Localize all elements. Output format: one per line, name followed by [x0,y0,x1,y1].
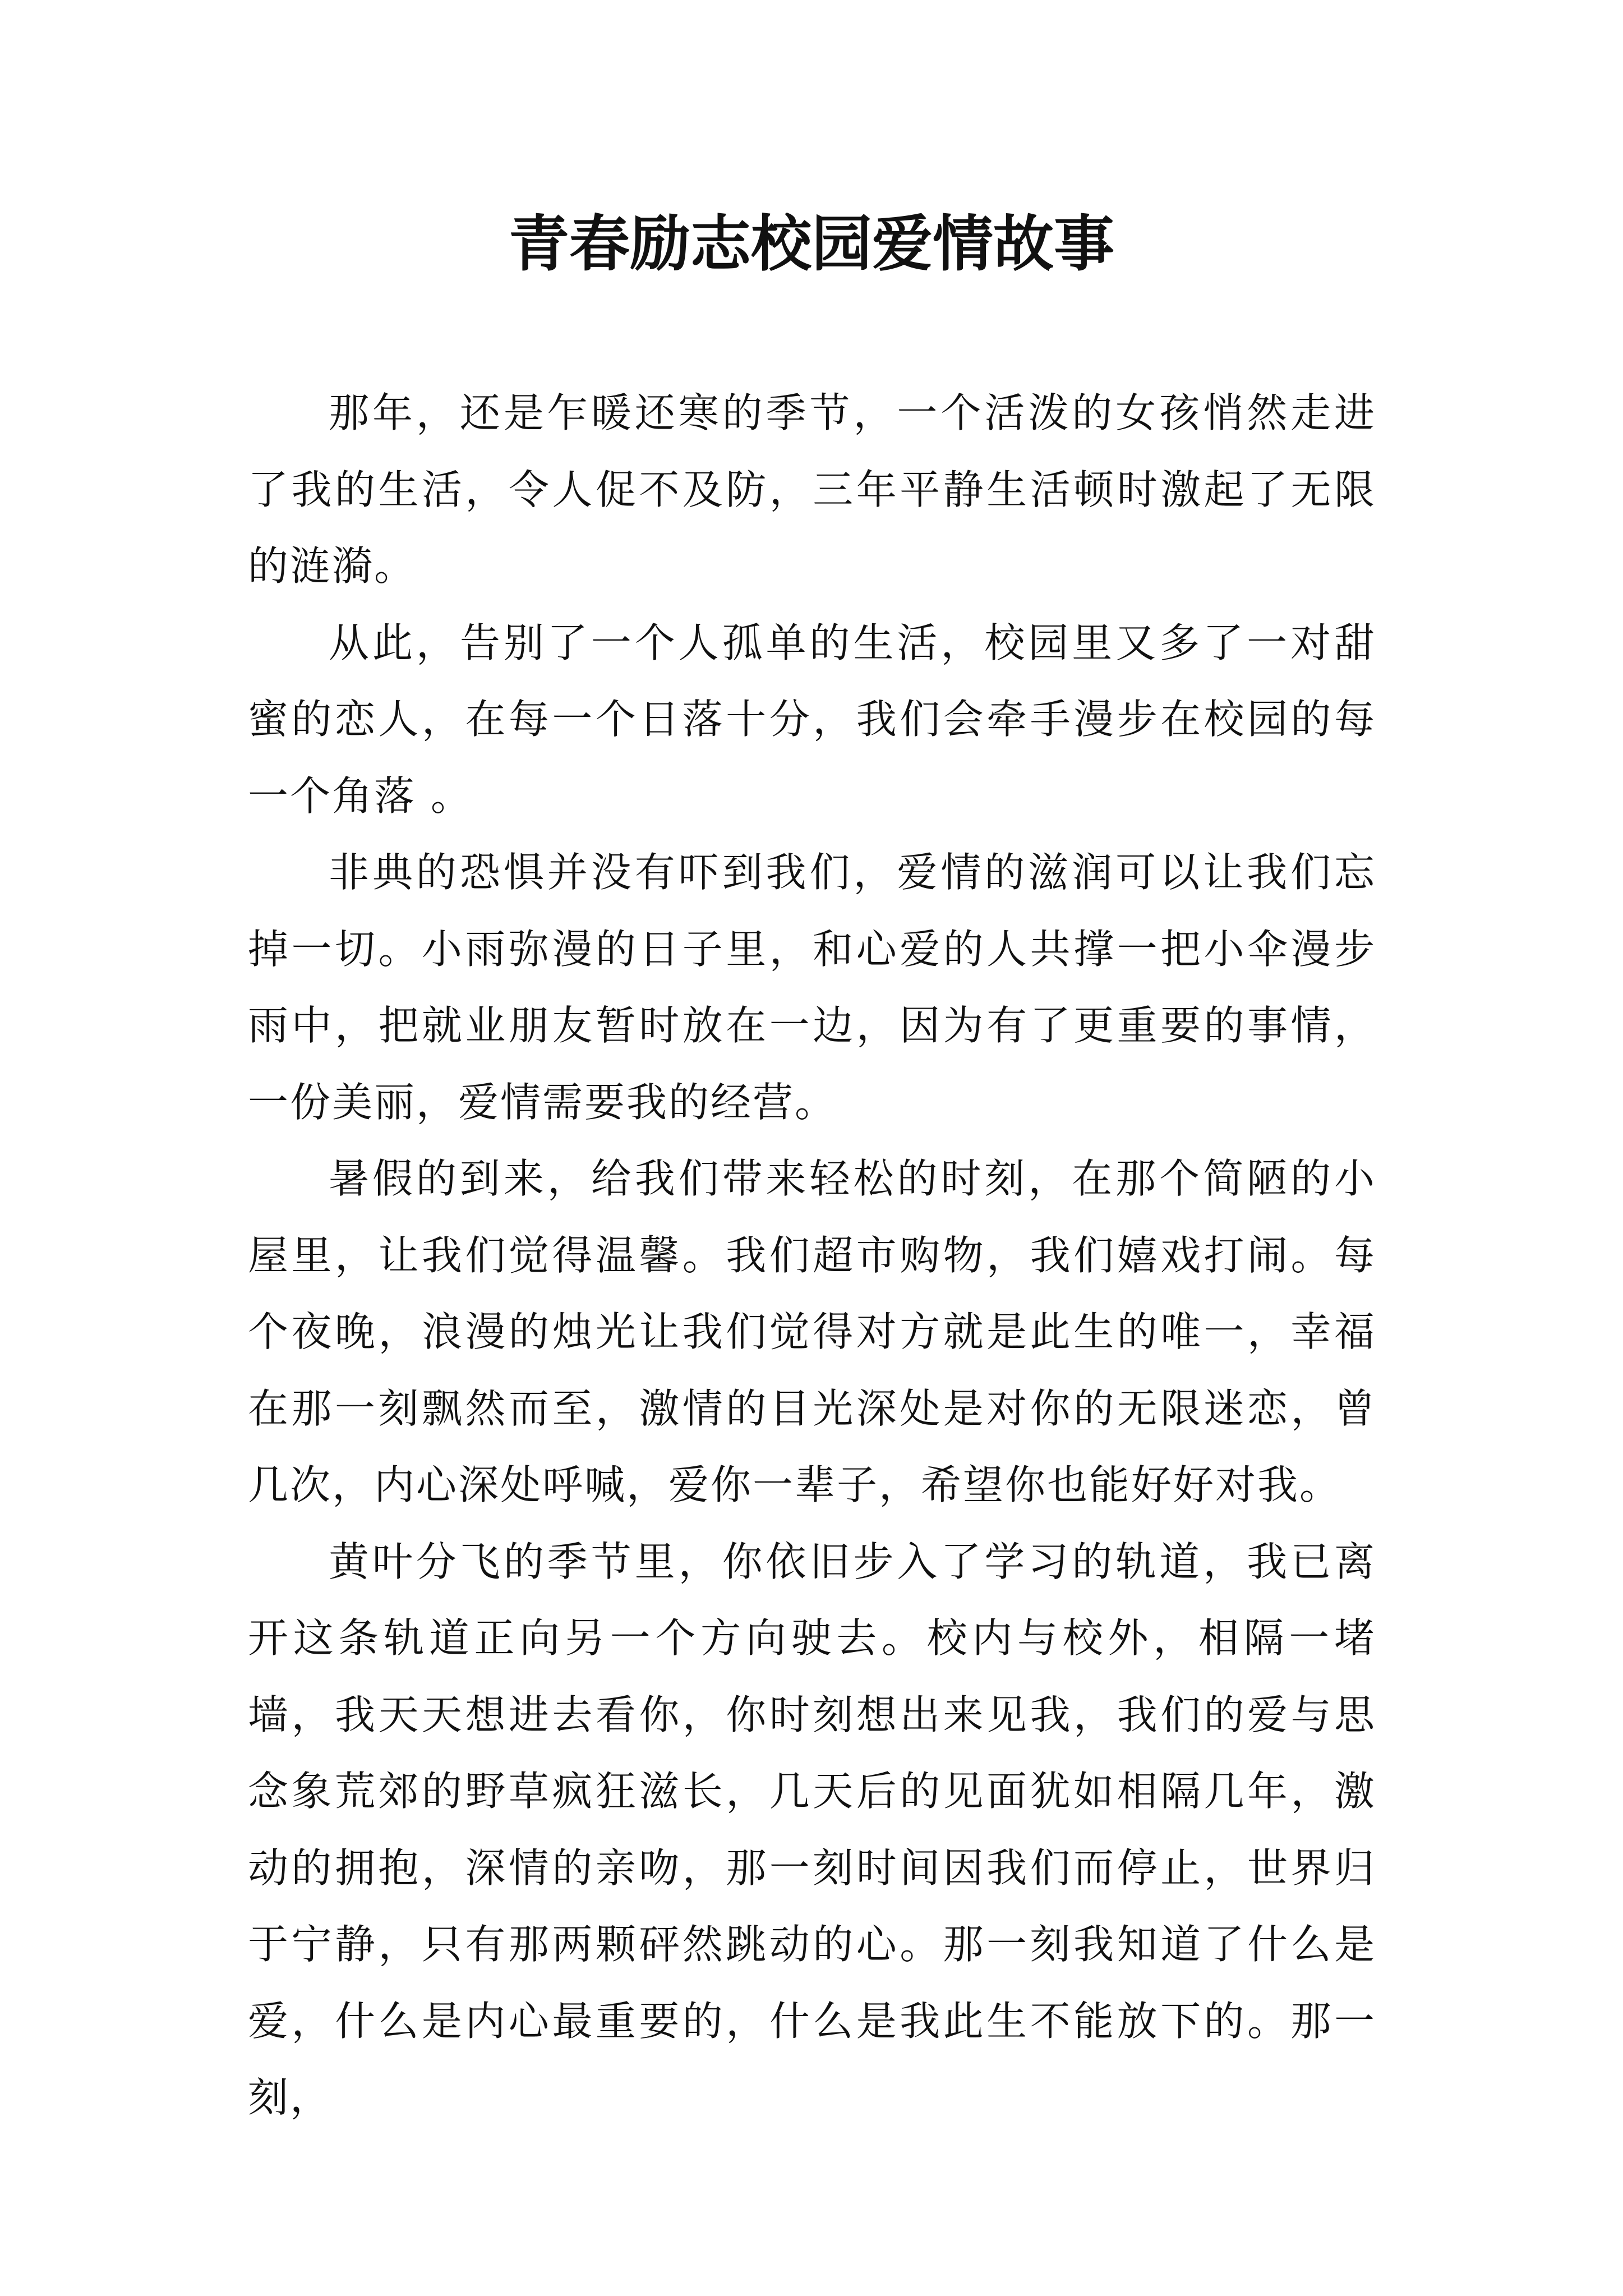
document-body [248,375,1376,2136]
paragraph: 黄叶分飞的季节里，你依旧步入了学习的轨道，我已离开这条轨道正向另一个方向驶去。校内与校外，相隔一堵墙，我天天想进去看你，你时刻想出来见我，我们的爱与思念象荒郊的野草疯狂滋长，几天后的见面犹如相隔几年，激动的拥抱，深情的亲吻，那一刻时间因我们而停止，世界归于宁静，只有那两颗砰然跳动的心。那一刻我知道了什么是爱，什么是内心最重要的，什么是我此生不能放下的。那一刻， [248,1538,1376,2121]
paragraph: 非典的恐惧并没有吓到我们，爱情的滋润可以让我们忘掉一切。小雨弥漫的日子里，和心爱的人共撑一把小伞漫步雨中，把就业朋友暂时放在一边，因为有了更重要的事情，一份美丽，爱情需要我的经营。 [248,849,1376,1126]
document-title: 青春励志校园爱情故事 [508,209,1114,279]
paragraph: 从此，告别了一个人孤单的生活，校园里又多了一对甜蜜的恋人，在每一个日落十分，我们会牵手漫步在校园的每一个角落 。 [248,619,1376,820]
paragraph: 暑假的到来，给我们带来轻松的时刻，在那个简陋的小屋里，让我们觉得温馨。我们超市购物，我们嬉戏打闹。每个夜晚，浪漫的烛光让我们觉得对方就是此生的唯一，幸福在那一刻飘然而至，激情的目光深处是对你的无限迷恋，曾几次，内心深处呼喊，爱你一辈子，希望你也能好好对我。 [248,1155,1376,1508]
paragraph: 那年，还是乍暖还寒的季节，一个活泼的女孩悄然走进了我的生活，令人促不及防，三年平静生活顿时激起了无限的涟漪。 [248,389,1376,590]
